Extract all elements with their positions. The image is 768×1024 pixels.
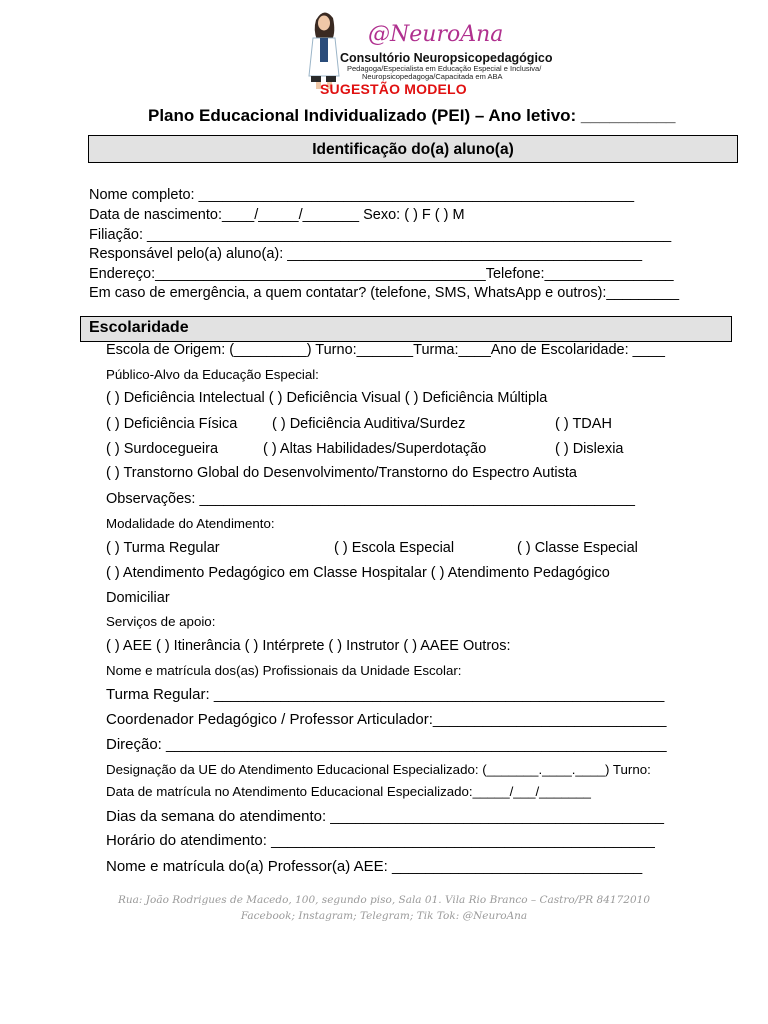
turma-regular-field[interactable]: Turma Regular: ______________________________________________________: [106, 686, 665, 703]
publico-alvo-row-1[interactable]: ( ) Deficiência Intelectual ( ) Deficiência Visual ( ) Deficiência Múltipla: [106, 390, 548, 406]
section-heading-escolaridade: [80, 316, 732, 342]
designacao-ue-field[interactable]: Designação da UE do Atendimento Educacional Especializado: (_______.____.____) Turno:: [106, 762, 651, 777]
servicos-apoio-label: Serviços de apoio:: [106, 614, 216, 629]
checkbox-turma-regular[interactable]: ( ) Turma Regular: [106, 540, 220, 556]
checkbox-tdah[interactable]: ( ) TDAH: [555, 416, 612, 432]
modalidade-label: Modalidade do Atendimento:: [106, 516, 275, 531]
nome-completo-field[interactable]: Nome completo: ______________________________________________________: [89, 187, 635, 203]
modalidade-domiciliar-text: Domiciliar: [106, 590, 170, 606]
checkbox-atendimento-hospitalar-domiciliar[interactable]: ( ) Atendimento Pedagógico em Classe Hospitalar ( ) Atendimento Pedagógico: [106, 565, 610, 581]
responsavel-field[interactable]: Responsável pelo(a) aluno(a): ____________________________________________: [89, 246, 643, 262]
checkbox-deficiencia-fisica[interactable]: ( ) Deficiência Física: [106, 416, 238, 432]
checkbox-altas-habilidades[interactable]: ( ) Altas Habilidades/Superdotação: [263, 441, 487, 457]
consultant-illustration: [306, 6, 342, 90]
page-title: Plano Educacional Individualizado (PEI) – Ano letivo: __________: [148, 106, 676, 125]
section-heading-identificacao: [88, 135, 738, 163]
escola-origem-field[interactable]: Escola de Origem: (_________) Turno:_______Turma:____Ano de Escolaridade: ____: [106, 342, 665, 358]
clinic-name: Consultório Neuropsicopedagógico: [340, 51, 553, 65]
professor-aee-field[interactable]: Nome e matrícula do(a) Professor(a) AEE: ______________________________: [106, 858, 643, 875]
endereco-telefone-field[interactable]: Endereço:_________________________________________Telefone:________________: [89, 266, 674, 282]
section-heading-label: Identificação do(a) aluno(a): [312, 141, 514, 158]
checkbox-dislexia[interactable]: ( ) Dislexia: [555, 441, 624, 457]
tagline-1: Pedagoga/Especialista em Educação Especial e Inclusiva/: [347, 64, 542, 73]
brand-name: @NeuroAna: [368, 22, 504, 47]
section-heading-label: Escolaridade: [89, 319, 189, 336]
footer-address: Rua: João Rodrigues de Macedo, 100, segundo piso, Sala 01. Vila Rio Branco – Castro/PR 84172010: [117, 894, 650, 906]
checkbox-classe-especial[interactable]: ( ) Classe Especial: [517, 540, 638, 556]
checkbox-tgd-tea[interactable]: ( ) Transtorno Global do Desenvolvimento/Transtorno do Espectro Autista: [106, 465, 577, 481]
servicos-apoio-options[interactable]: ( ) AEE ( ) Itinerância ( ) Intérprete ( ) Instrutor ( ) AAEE Outros:: [106, 638, 511, 654]
filiacao-field[interactable]: Filiação: _________________________________________________________________: [89, 227, 672, 243]
footer-social: Facebook; Instagram; Telegram; Tik Tok: @NeuroAna: [240, 910, 528, 922]
direcao-field[interactable]: Direção: ____________________________________________________________: [106, 736, 667, 753]
checkbox-surdocegueira[interactable]: ( ) Surdocegueira: [106, 441, 219, 457]
coordenador-field[interactable]: Coordenador Pedagógico / Professor Articulador:____________________________: [106, 711, 667, 728]
checkbox-escola-especial[interactable]: ( ) Escola Especial: [334, 540, 455, 556]
observacoes-field[interactable]: Observações: ______________________________________________________: [106, 491, 635, 507]
horario-field[interactable]: Horário do atendimento: ______________________________________________: [106, 832, 655, 849]
data-nascimento-sexo-field[interactable]: Data de nascimento:____/_____/_______ Sexo: ( ) F ( ) M: [89, 207, 465, 223]
checkbox-deficiencia-auditiva[interactable]: ( ) Deficiência Auditiva/Surdez: [272, 416, 466, 432]
tagline-2: Neuropsicopedagoga/Capacitada em ABA: [362, 72, 503, 81]
data-matricula-aee-field[interactable]: Data de matrícula no Atendimento Educacional Especializado:_____/___/_______: [106, 784, 591, 799]
suggestion-stamp: SUGESTÃO MODELO: [320, 81, 467, 97]
profissionais-label: Nome e matrícula dos(as) Profissionais da Unidade Escolar:: [106, 663, 462, 678]
publico-alvo-label: Público-Alvo da Educação Especial:: [106, 367, 319, 382]
emergencia-field[interactable]: Em caso de emergência, a quem contatar? (telefone, SMS, WhatsApp e outros):_________: [89, 285, 680, 301]
dias-semana-field[interactable]: Dias da semana do atendimento: ________________________________________: [106, 808, 664, 825]
